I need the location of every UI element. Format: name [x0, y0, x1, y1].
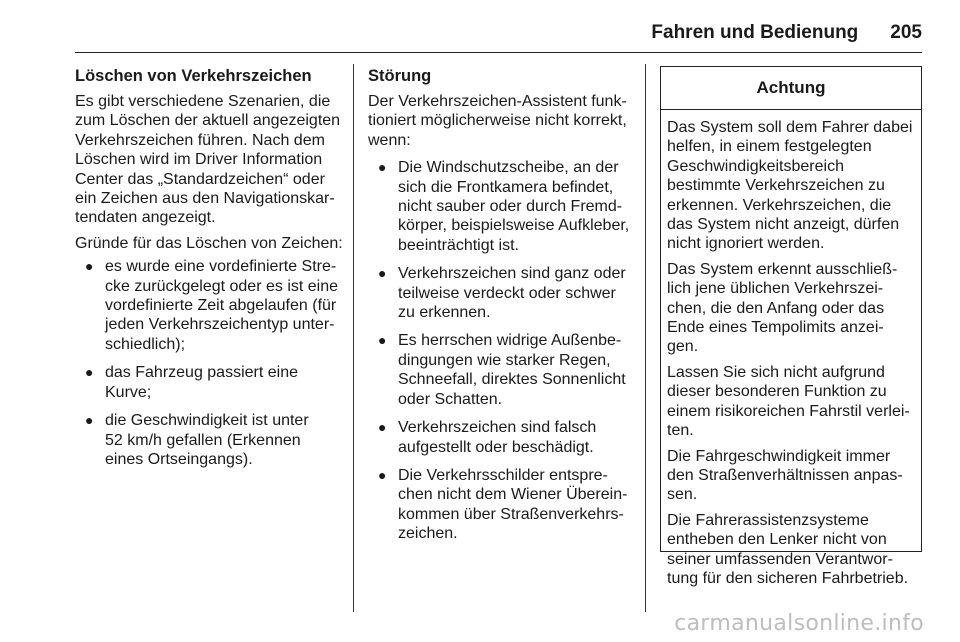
text-line: wenn: [368, 131, 411, 149]
text-line: gen. [667, 338, 699, 356]
text-line: tendaten angezeigt. [75, 209, 216, 227]
text-line: oder Schatten. [398, 390, 503, 408]
list-item [368, 264, 638, 322]
warning-body [661, 110, 921, 588]
text-line: bestimmte Verkehrszeichen zu [667, 177, 885, 195]
text-line: nicht sauber oder durch Fremd- [398, 198, 623, 216]
text-line: sen. [667, 486, 698, 504]
warning-paragraph [667, 511, 917, 589]
text-line: Löschen wird im Driver Information [75, 151, 323, 169]
page-header [75, 22, 922, 50]
text-line: Es gibt verschiedene Szenarien, die [75, 93, 331, 110]
text-line: Das System erkennt ausschließ- [667, 260, 898, 278]
header-divider [75, 52, 922, 53]
heading-loeschen: Löschen von Verkehrszeichen [75, 67, 312, 85]
bullet-icon: ● [85, 412, 94, 429]
bullet-icon: ● [85, 258, 94, 275]
text-line: teilweise verdeckt oder schwer [398, 284, 616, 302]
reasons-title: Gründe für das Löschen von Zeichen: [75, 234, 343, 252]
text-line: kommen über Straßenverkehrs- [398, 505, 624, 523]
text-line: Die Fahrgeschwindigkeit immer [667, 447, 891, 465]
text-line: die Geschwindigkeit ist unter [105, 412, 309, 430]
text-line: Verkehrszeichen sind ganz oder [398, 265, 626, 283]
text-line: Center das „Standardzeichen“ oder [75, 170, 325, 188]
text-line: Kurve; [105, 383, 152, 401]
warning-title: Achtung [661, 67, 921, 110]
list-item [75, 257, 345, 354]
text-line: zum Löschen der aktuell angezeigten [75, 112, 341, 130]
warning-paragraph [667, 447, 917, 505]
text-line: Der Verkehrszeichen-Assistent funk- [368, 93, 627, 110]
column-stoerung [368, 62, 638, 553]
text-line: chen, die den Anfang oder das [667, 299, 885, 317]
intro-paragraph [368, 92, 638, 150]
text-line: Die Fahrerassistenzsysteme [667, 511, 869, 529]
text-line: cke zurückgelegt oder es ist eine [105, 277, 339, 295]
text-line: Geschwindigkeitsbereich [667, 157, 844, 175]
text-line: seiner umfassenden Verantwor- [667, 550, 893, 568]
warning-paragraph [667, 363, 917, 441]
watermark: carmanualsonline.info [674, 611, 924, 636]
text-line: dieser besonderen Funktion zu [667, 383, 887, 401]
reasons-list [75, 257, 345, 469]
list-item [368, 158, 638, 255]
text-line: ein Zeichen aus den Navigationskar- [75, 190, 335, 208]
text-line: zu erkennen. [398, 304, 491, 322]
text-line: beeinträchtigt ist. [398, 236, 519, 254]
text-line: chen nicht dem Wiener Überein- [398, 486, 628, 504]
bullet-icon: ● [378, 332, 387, 349]
list-item [368, 466, 638, 544]
text-line: lich jene üblichen Verkehrszei- [667, 280, 884, 298]
text-line: ten. [667, 422, 694, 440]
list-item [75, 363, 345, 402]
warning-box [660, 66, 922, 587]
intro-paragraph [75, 92, 345, 228]
text-line: Die Verkehrsschilder entspre- [398, 466, 608, 484]
text-line: das System nicht anzeigt, dürfen [667, 216, 900, 234]
text-line: erkennen. Verkehrszeichen, die [667, 196, 892, 214]
text-line: körper, beispielsweise Aufkleber, [398, 217, 630, 235]
text-line: helfen, in einem festgelegten [667, 138, 872, 156]
text-line: sich die Frontkamera befindet, [398, 178, 614, 196]
text-line: Verkehrszeichen führen. Nach dem [75, 131, 325, 149]
text-line: dingungen wie starker Regen, [398, 351, 611, 369]
text-line: 52 km/h gefallen (Erkennen [105, 431, 301, 449]
bullet-icon: ● [378, 265, 387, 282]
text-line: einem risikoreichen Fahrstil verlei- [667, 402, 910, 420]
text-line: Das System soll dem Fahrer dabei [667, 119, 913, 136]
heading-stoerung: Störung [368, 67, 432, 85]
section-title: Fahren und Bedienung [651, 22, 859, 43]
text-line: Es herrschen widrige Außenbe- [398, 332, 622, 350]
text-line: vordefinierte Zeit abgelaufen (für [105, 297, 337, 315]
text-line: schiedlich); [105, 335, 186, 353]
text-line: Verkehrszeichen sind falsch [398, 419, 597, 437]
text-line: Die Windschutzscheibe, an der [398, 159, 619, 177]
bullet-icon: ● [378, 466, 387, 483]
column-divider-1 [353, 64, 354, 612]
bullet-icon: ● [378, 159, 387, 176]
text-line: das Fahrzeug passiert eine [105, 364, 298, 382]
text-line: tioniert möglicherweise nicht korrekt, [368, 112, 627, 130]
column-divider-2 [645, 64, 646, 612]
column-loeschen [75, 62, 345, 478]
text-line: es wurde eine vordefinierte Stre- [105, 258, 337, 276]
text-line: jeden Verkehrszeichentyp unter- [105, 316, 335, 334]
text-line: den Straßenverhältnissen anpas- [667, 466, 903, 484]
list-item [368, 331, 638, 409]
bullet-icon: ● [85, 364, 94, 381]
text-line: zeichen. [398, 525, 458, 543]
text-line: aufgestellt oder beschädigt. [398, 438, 594, 456]
text-line: Lassen Sie sich nicht aufgrund [667, 363, 885, 381]
list-item [368, 418, 638, 457]
fault-list [368, 158, 638, 543]
bullet-icon: ● [378, 419, 387, 436]
text-line: Schneefall, direktes Sonnenlicht [398, 371, 626, 389]
text-line: eines Ortseingangs). [105, 450, 253, 468]
text-line: entheben den Lenker nicht von [667, 531, 887, 549]
text-line: nicht ignoriert werden. [667, 235, 825, 253]
text-line: tung für den sicheren Fahrbetrieb. [667, 569, 909, 587]
list-item [75, 411, 345, 469]
warning-paragraph [667, 118, 917, 254]
warning-paragraph [667, 260, 917, 357]
page-number: 205 [890, 22, 922, 43]
text-line: Ende eines Tempolimits anzei- [667, 319, 884, 337]
